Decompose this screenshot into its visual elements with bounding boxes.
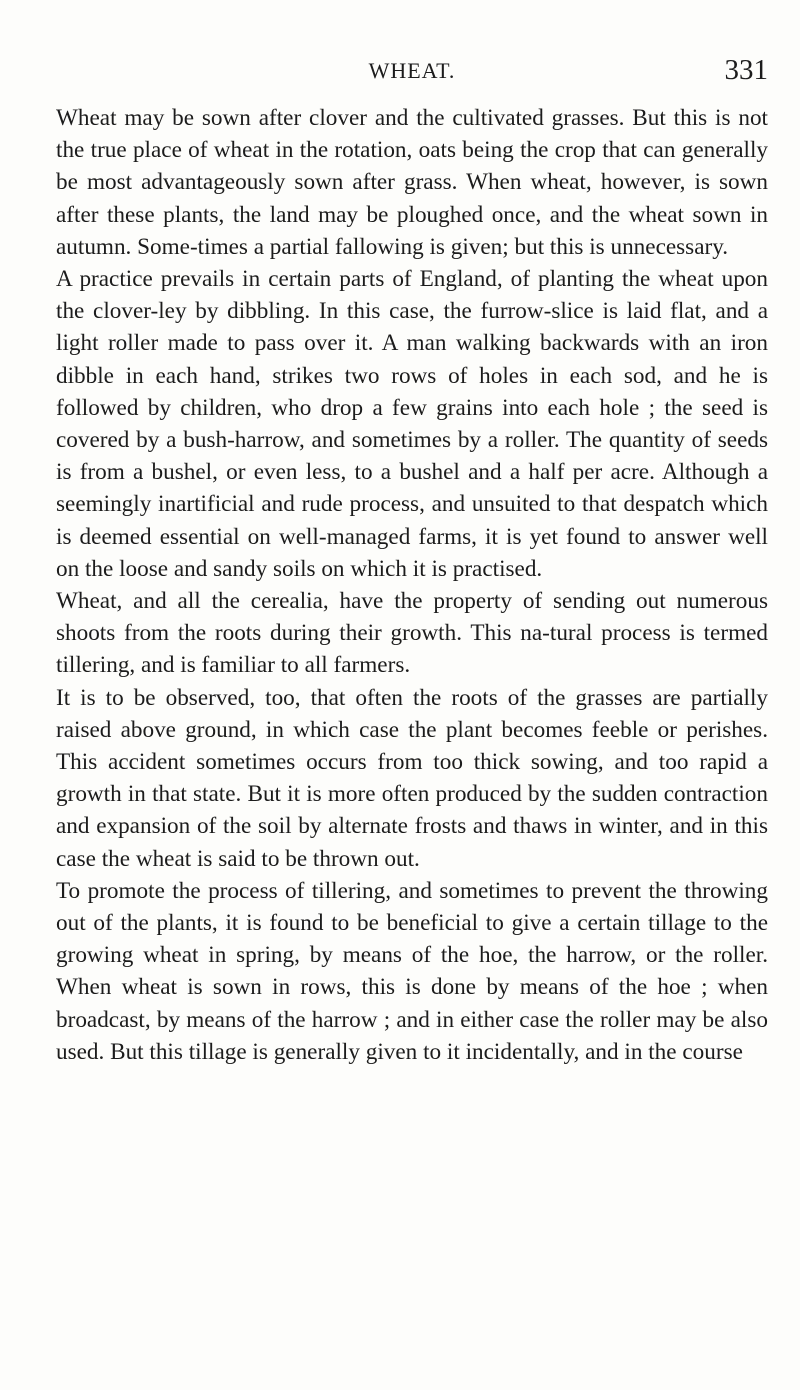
paragraph: It is to be observed, too, that often the roots of the grasses are partially raised above ground, in which case the plant becomes feeble or perishes. This accident sometimes occurs from too thick sowing, and too rapid a growth in that state. But it is more often produced by the sudden contraction and expansion of the soil by alternate frosts and thaws in winter, and in this case the wheat is said to be thrown out. — [56, 684, 768, 872]
paragraph: To promote the process of tillering, and sometimes to prevent the throwing out of the plants, it is found to be beneficial to give a certain tillage to the growing wheat in spring, by means of the hoe, the harrow, or the roller. When wheat is sown in rows, this is done by means of the hoe ; when broadcast, by means of the harrow ; and in either case the roller may be also used. But this tillage is generally given to it incidentally, and in the course — [56, 877, 768, 1065]
page-number: 331 — [724, 54, 768, 86]
paragraph: A practice prevails in certain parts of England, of planting the wheat upon the clover-ley by dibbling. In this case, the furrow-slice is laid flat, and a light roller made to pass over it. A man walking backwards with an iron dibble in each hand, strikes two rows of holes in each sod, and he is followed by children, who drop a few grains into each hole ; the seed is covered by a bush-harrow, and sometimes by a roller. The quantity of seeds is from a bushel, or even less, to a bushel and a half per acre. Although a seemingly inartificial and rude process, and unsuited to that despatch which is deemed essential on well-managed farms, it is yet found to answer well on the loose and sandy soils on which it is practised. — [56, 266, 768, 582]
running-title: WHEAT. — [368, 58, 456, 83]
paragraph: Wheat, and all the cerealia, have the property of sending out numerous shoots from the roots during their growth. This na-tural process is termed tillering, and is familiar to all farmers. — [56, 588, 768, 679]
body-text — [56, 102, 768, 1068]
running-header — [56, 52, 768, 92]
paragraph: Wheat may be sown after clover and the cultivated grasses. But this is not the true place of wheat in the rotation, oats being the crop that can generally be most advantageously sown after grass. When wheat, however, is sown after these plants, the land may be ploughed once, and the wheat sown in autumn. Some-times a partial fallowing is given; but this is unnecessary. — [56, 105, 768, 260]
